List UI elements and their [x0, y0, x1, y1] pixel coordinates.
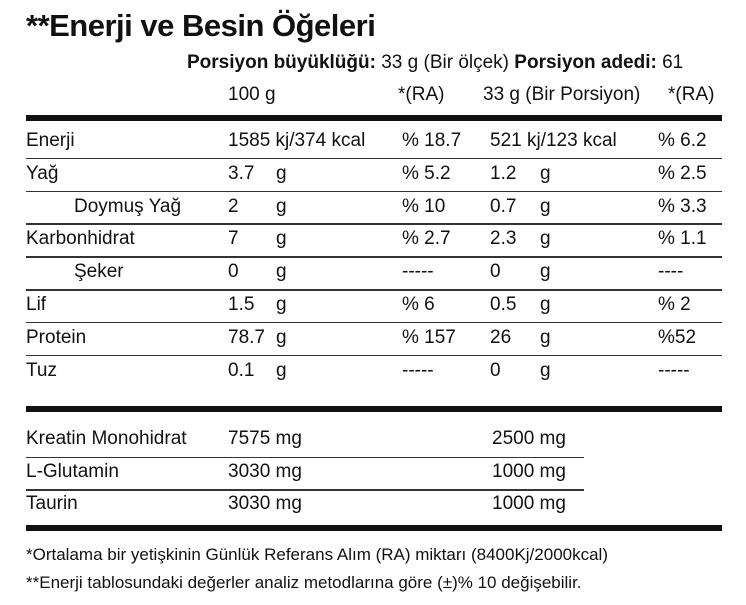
- row-value-100g: 7: [228, 228, 239, 250]
- row-divider: [26, 191, 722, 193]
- row-unit-serving: g: [540, 162, 551, 184]
- row-ra-100g: % 5.2: [402, 162, 451, 184]
- col-header-per100: 100 g: [228, 84, 276, 105]
- row-unit-100g: g: [276, 228, 287, 250]
- row-name: Yağ: [26, 162, 59, 184]
- serving-size-value: 33 g (Bir ölçek): [381, 52, 510, 73]
- row-divider: [26, 355, 722, 357]
- row-value-100g: 3.7: [228, 162, 255, 184]
- row-ra-serving: % 1.1: [658, 228, 707, 250]
- row-ra-serving: ----: [658, 261, 684, 283]
- row-divider: [26, 322, 722, 324]
- supplement-name: Kreatin Monohidrat: [26, 428, 187, 449]
- supplement-value-100g: 3030 mg: [228, 460, 302, 482]
- col-header-ra2: *(RA): [668, 84, 715, 105]
- row-name: Doymuş Yağ: [74, 195, 182, 217]
- row-value-100g: 2: [228, 195, 239, 217]
- row-unit-100g: g: [276, 261, 287, 283]
- row-ra-100g: % 6: [402, 294, 435, 315]
- row-ra-serving: -----: [658, 359, 690, 381]
- row-unit-100g: g: [276, 326, 287, 348]
- row-value-serving: 26: [490, 326, 512, 348]
- row-unit-serving: g: [540, 294, 551, 315]
- row-unit-serving: g: [540, 228, 551, 250]
- row-unit-serving: g: [540, 261, 551, 283]
- row-ra-100g: % 18.7: [402, 130, 462, 151]
- supplement-value-serving: 1000 mg: [492, 493, 566, 514]
- supplement-name: L-Glutamin: [26, 460, 119, 482]
- row-name: Tuz: [26, 359, 57, 381]
- row-unit-serving: g: [540, 326, 551, 348]
- row-value-serving: 521 kj/123 kcal: [490, 130, 617, 151]
- row-ra-serving: %52: [658, 326, 697, 348]
- page-title: **Enerji ve Besin Öğeleri: [26, 8, 376, 43]
- row-name: Enerji: [26, 130, 75, 151]
- supplement-row-divider: [26, 457, 584, 459]
- row-divider: [26, 223, 722, 225]
- row-unit-serving: g: [540, 359, 551, 381]
- row-ra-100g: % 2.7: [402, 228, 451, 250]
- row-ra-serving: % 2: [658, 294, 691, 315]
- top-divider: [26, 115, 722, 121]
- supplement-value-serving: 2500 mg: [492, 428, 566, 449]
- col-header-ra1: *(RA): [398, 84, 445, 105]
- supplement-value-serving: 1000 mg: [492, 460, 566, 482]
- row-unit-100g: g: [276, 162, 287, 184]
- row-ra-serving: % 2.5: [658, 162, 707, 184]
- col-header-per-serving: 33 g (Bir Porsiyon): [483, 84, 641, 105]
- row-unit-100g: g: [276, 195, 287, 217]
- row-value-serving: 0: [490, 261, 501, 283]
- middle-divider: [26, 406, 722, 412]
- row-unit-100g: g: [276, 294, 287, 315]
- row-value-100g: 0.1: [228, 359, 255, 381]
- serving-info: [187, 52, 683, 74]
- bottom-divider: [26, 525, 722, 531]
- row-unit-serving: g: [540, 195, 551, 217]
- row-ra-serving: % 3.3: [658, 195, 707, 217]
- row-divider: [26, 256, 722, 258]
- supplement-value-100g: 3030 mg: [228, 493, 302, 514]
- supplement-value-100g: 7575 mg: [228, 428, 302, 449]
- row-ra-serving: % 6.2: [658, 130, 707, 151]
- serving-count-value: 61: [662, 52, 684, 73]
- row-value-serving: 0.7: [490, 195, 517, 217]
- row-value-serving: 2.3: [490, 228, 517, 250]
- serving-size-label: Porsiyon büyüklüğü:: [187, 52, 376, 73]
- serving-count-label: Porsiyon adedi:: [514, 52, 657, 73]
- row-name: Şeker: [74, 261, 124, 283]
- row-ra-100g: -----: [402, 261, 434, 283]
- row-ra-100g: -----: [402, 359, 434, 381]
- supplement-row-divider: [26, 489, 584, 491]
- row-ra-100g: % 10: [402, 195, 446, 217]
- row-value-100g: 1585 kj/374 kcal: [228, 130, 366, 151]
- row-value-serving: 1.2: [490, 162, 517, 184]
- row-value-100g: 0: [228, 261, 239, 283]
- row-ra-100g: % 157: [402, 326, 456, 348]
- row-name: Lif: [26, 294, 47, 315]
- row-value-100g: 1.5: [228, 294, 255, 315]
- row-divider: [26, 289, 722, 291]
- row-value-100g: 78.7: [228, 326, 265, 348]
- row-name: Karbonhidrat: [26, 228, 135, 250]
- supplement-name: Taurin: [26, 493, 78, 514]
- row-value-serving: 0.5: [490, 294, 517, 315]
- footnote-energy: **Enerji tablosundaki değerler analiz metodlarına göre (±)% 10 değişebilir.: [26, 573, 582, 592]
- row-divider: [26, 158, 722, 160]
- row-value-serving: 0: [490, 359, 501, 381]
- row-name: Protein: [26, 326, 87, 348]
- row-unit-100g: g: [276, 359, 287, 381]
- footnote-ra: *Ortalama bir yetişkinin Günlük Referans Alım (RA) miktarı (8400Kj/2000kcal): [26, 545, 608, 564]
